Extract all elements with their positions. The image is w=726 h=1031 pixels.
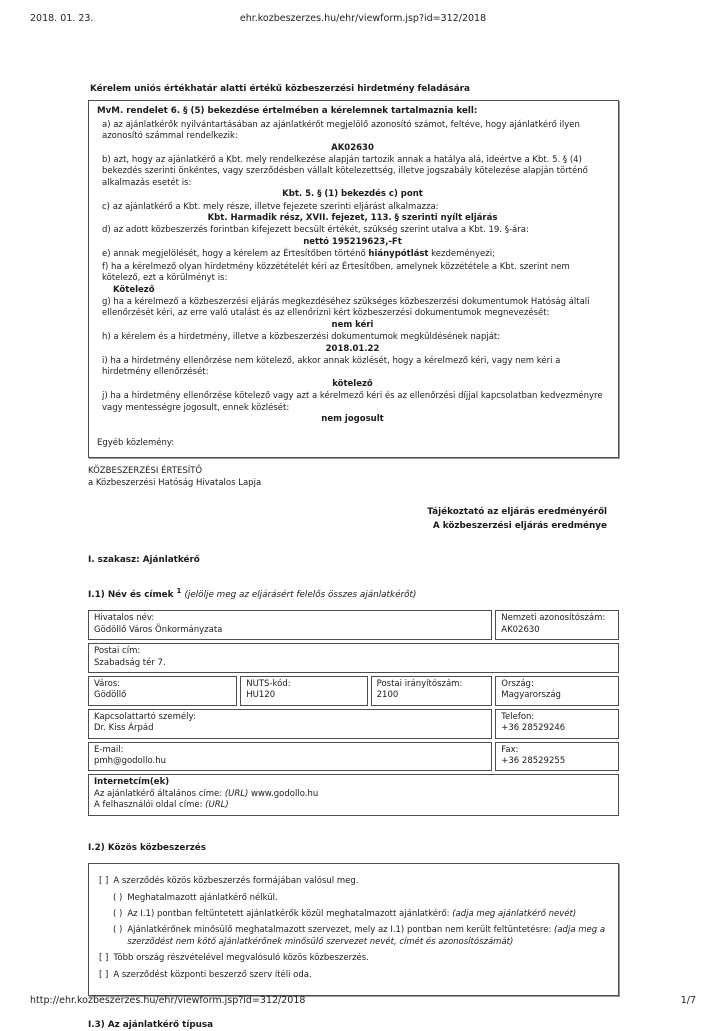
checkbox-icon: [ ]: [99, 969, 109, 980]
postal-address-cell: [88, 643, 619, 673]
country-label: Ország:: [501, 679, 534, 690]
option-label-text: Ajánlatkérőnek minősülő meghatalmazott szervezet, mely az I.1) pontban nem került feltüntetésre:: [127, 925, 555, 936]
option-label-note: (adja meg a szerződést nem kötő ajánlatkérőnek minősülő szervezet nevét, címét és azonosítószámát): [127, 925, 606, 947]
contact-person-label: Kapcsolattartó személy:: [94, 711, 196, 722]
url-tag: (URL): [205, 800, 229, 811]
option-row: [99, 876, 608, 887]
checkbox-icon: [ ]: [99, 876, 109, 887]
subsection-heading-i2: I.2) Közös közbeszerzés: [88, 842, 207, 853]
postal-code-label: Postai irányítószám:: [376, 679, 463, 690]
publisher-name: KÖZBESZERZÉSI ÉRTESÍTŐ: [88, 465, 203, 476]
contracting-authority-table: [85, 607, 622, 818]
email-value: pmh@godollo.hu: [94, 756, 167, 767]
notice-title: Tájékoztató az eljárás eredményéről: [427, 506, 607, 517]
option-label: [127, 925, 608, 948]
print-footer-url: http://ehr.kozbeszerzes.hu/ehr/viewform.jsp?id=312/2018: [30, 994, 306, 1006]
table-row: [88, 709, 619, 739]
option-label: Meghatalmazott ajánlatkérő nélkül.: [127, 892, 278, 903]
request-item-b: [97, 155, 608, 201]
fax-label: Fax:: [501, 744, 519, 755]
option-row: [99, 953, 608, 964]
notice-subtitle: A közbeszerzési eljárás eredménye: [432, 520, 607, 531]
request-item-text: h) a kérelem és a hirdetmény, illetve a közbeszerzési dokumentumok megküldésének napját:: [102, 332, 501, 343]
fax-value: +36 28529255: [501, 756, 566, 767]
postal-code-cell: [371, 676, 493, 706]
nuts-code-cell: [240, 676, 367, 706]
table-row: [88, 742, 619, 772]
request-item-j: [97, 391, 608, 425]
table-row: [88, 676, 619, 706]
request-item-value: nettó 195219623,-Ft: [303, 236, 402, 247]
city-cell: [88, 676, 237, 706]
request-item-e: [97, 249, 608, 260]
print-header: [30, 13, 696, 27]
email-cell: [88, 742, 492, 772]
checkbox-icon: [ ]: [99, 953, 109, 964]
joint-procurement-box: [88, 863, 619, 996]
request-item-text-bold: hiánypótlást: [368, 249, 429, 260]
fax-cell: [495, 742, 619, 772]
phone-label: Telefon:: [501, 711, 535, 722]
request-item-value: Kbt. 5. § (1) bekezdés c) pont: [282, 189, 423, 200]
nuts-code-value: HU120: [246, 690, 276, 701]
request-item-text: [102, 249, 608, 260]
document-content: [88, 84, 619, 1031]
request-item-a: [97, 120, 608, 154]
request-item-text: j) ha a hirdetmény ellenőrzése kötelező vagy azt a kérelmező kéri és az ellenőrzési díjjal kapcsolatban kedvezményre vagy mentességre jogosult, ennek közlését:: [102, 391, 603, 413]
request-item-g: [97, 297, 608, 331]
national-id-label: Nemzeti azonosítószám:: [501, 613, 606, 624]
subsection-heading-i1: [88, 587, 619, 601]
internet-addresses-cell: [88, 774, 619, 815]
request-item-i: [97, 356, 608, 390]
print-footer: [30, 995, 696, 1006]
request-item-value: nem jogosult: [321, 413, 384, 424]
option-row: [113, 909, 608, 920]
request-item-value: AK02630: [331, 142, 374, 153]
request-item-text: b) azt, hogy az ajánlatkérő a Kbt. mely rendelkezése alapján tartozik annak a hatálya alá, ideértve a Kbt. 5. § (4) bekezdés szerinti önkéntes, vagy szerződésben vállalt kötelezettség, illetve jogszabály kötelezése alapján történő alkalmazás esetét is:: [102, 155, 588, 188]
official-name-value: Gödöllő Város Önkormányzata: [94, 624, 223, 635]
postal-address-label: Postai cím:: [94, 646, 141, 657]
city-label: Város:: [94, 679, 121, 690]
request-item-text: f) ha a kérelmező olyan hirdetmény közzétételét kéri az Értesítőben, amelynek közzététele a Kbt. szerint nem kötelező, ezt a körülményt is:: [102, 261, 570, 284]
request-item-text: c) az ajánlatkérő a Kbt. mely része, illetve fejezete szerinti eljárást alkalmazza:: [102, 201, 439, 212]
option-label: Több ország részvételével megvalósuló közös közbeszerzés.: [113, 953, 369, 964]
table-row: [88, 774, 619, 815]
subsection-i1-note: (jelölje meg az eljárásért felelős összes ajánlatkérőt): [184, 590, 417, 600]
request-item-value: Kbt. Harmadik rész, XVII. fejezet, 113. § szerinti nyílt eljárás: [207, 213, 498, 224]
postal-address-value: Szabadság tér 7.: [94, 657, 166, 668]
subsection-i1-title: I.1) Név és címek: [88, 590, 174, 600]
publisher-subtitle: a Közbeszerzési Hatóság Hivatalos Lapja: [88, 478, 262, 489]
law-box-heading: MvM. rendelet 6. § (5) bekezdése értelmében a kérelemnek tartalmaznia kell:: [97, 106, 478, 117]
national-id-cell: [495, 610, 619, 640]
request-item-h: [97, 332, 608, 355]
email-label: E-mail:: [94, 744, 124, 755]
request-item-text: d) az adott közbeszerzés forintban kifejezett becsült értékét, szükség szerint utalva a Kbt. 19. §-ára:: [102, 225, 529, 236]
request-requirements-box: [88, 100, 619, 457]
phone-cell: [495, 709, 619, 739]
request-item-c: [97, 202, 608, 225]
phone-value: +36 28529246: [501, 723, 566, 734]
internet-addresses-heading: Internetcím(ek): [94, 777, 170, 788]
print-header-url: ehr.kozbeszerzes.hu/ehr/viewform.jsp?id=312/2018: [239, 13, 487, 24]
document-title: Kérelem uniós értékhatár alatti értékű közbeszerzési hirdetmény feladására: [90, 84, 470, 94]
request-item-f: [97, 262, 608, 296]
publisher-block: [88, 466, 619, 490]
general-url-label: Az ajánlatkérő általános címe:: [94, 788, 225, 799]
table-row: [88, 643, 619, 673]
print-header-date: 2018. 01. 23.: [30, 13, 94, 24]
table-row: [88, 610, 619, 640]
option-label-text: Az I.1) pontban feltüntetett ajánlatkérők közül meghatalmazott ajánlatkérő:: [127, 908, 453, 919]
url-tag: (URL): [224, 788, 249, 799]
option-label: A szerződést központi beszerző szerv ítéli oda.: [113, 969, 312, 980]
option-row: [99, 970, 608, 981]
general-url-value: www.godollo.hu: [248, 788, 319, 799]
city-value: Gödöllő: [94, 690, 127, 701]
country-cell: [495, 676, 619, 706]
country-value: Magyarország: [501, 690, 561, 701]
notice-type-block: [88, 505, 619, 533]
option-label: A szerződés közös közbeszerzés formájában valósul meg.: [113, 876, 359, 887]
radio-icon: ( ): [113, 908, 123, 919]
nuts-code-label: NUTS-kód:: [246, 679, 291, 690]
request-item-text: g) ha a kérelmező a közbeszerzési eljárás megkezdéséhez szükséges közbeszerzési dokumentumok Hatóság általi ellenőrzését kéri, az erre való utalást és az ellenőrizni kért közbeszerzési dokumentumok megnevezését:: [102, 296, 590, 319]
request-item-text-post: kezdeményezi;: [428, 249, 495, 260]
official-name-cell: [88, 610, 492, 640]
section-heading-i: I. szakasz: Ajánlatkérő: [88, 554, 200, 565]
print-footer-page-number: 1/7: [680, 994, 696, 1006]
option-row: [113, 893, 608, 904]
footnote-ref: 1: [176, 587, 182, 596]
contact-person-cell: [88, 709, 492, 739]
request-item-text: a) az ajánlatkérők nyilvántartásában az ajánlatkérőt megjelölő azonosító számot, feltéve, hogy ajánlatkérő ilyen azonosító számmal rendelkezik:: [102, 119, 580, 142]
contact-person-value: Dr. Kiss Árpád: [94, 723, 154, 734]
radio-icon: ( ): [113, 925, 123, 936]
general-url-line: [94, 789, 613, 800]
radio-icon: ( ): [113, 892, 123, 903]
other-note-label: Egyéb közlemény:: [97, 438, 175, 449]
request-item-value: Kötelező: [113, 284, 155, 295]
request-item-value: nem kéri: [331, 319, 374, 330]
request-item-text: i) ha a hirdetmény ellenőrzése nem kötelező, akkor annak közlését, hogy a kérelmező kéri, vagy nem kéri a hirdetmény ellenőrzését:: [102, 355, 561, 378]
national-id-value: AK02630: [501, 624, 540, 635]
request-item-value: 2018.01.22: [325, 343, 380, 354]
option-row: [113, 925, 608, 948]
request-item-d: [97, 225, 608, 248]
subsection-heading-i3: I.3) Az ajánlatkérő típusa: [88, 1019, 214, 1030]
request-item-text-pre: e) annak megjelölését, hogy a kérelem az Értesítőben történő: [102, 249, 369, 260]
option-label-note: (adja meg ajánlatkérő nevét): [452, 908, 577, 919]
option-label: [127, 909, 576, 920]
user-url-label: A felhasználói oldal címe:: [94, 800, 206, 811]
postal-code-value: 2100: [376, 690, 399, 701]
request-item-value: kötelező: [332, 378, 373, 389]
user-url-line: [94, 800, 613, 811]
official-name-label: Hivatalos név:: [94, 613, 155, 624]
